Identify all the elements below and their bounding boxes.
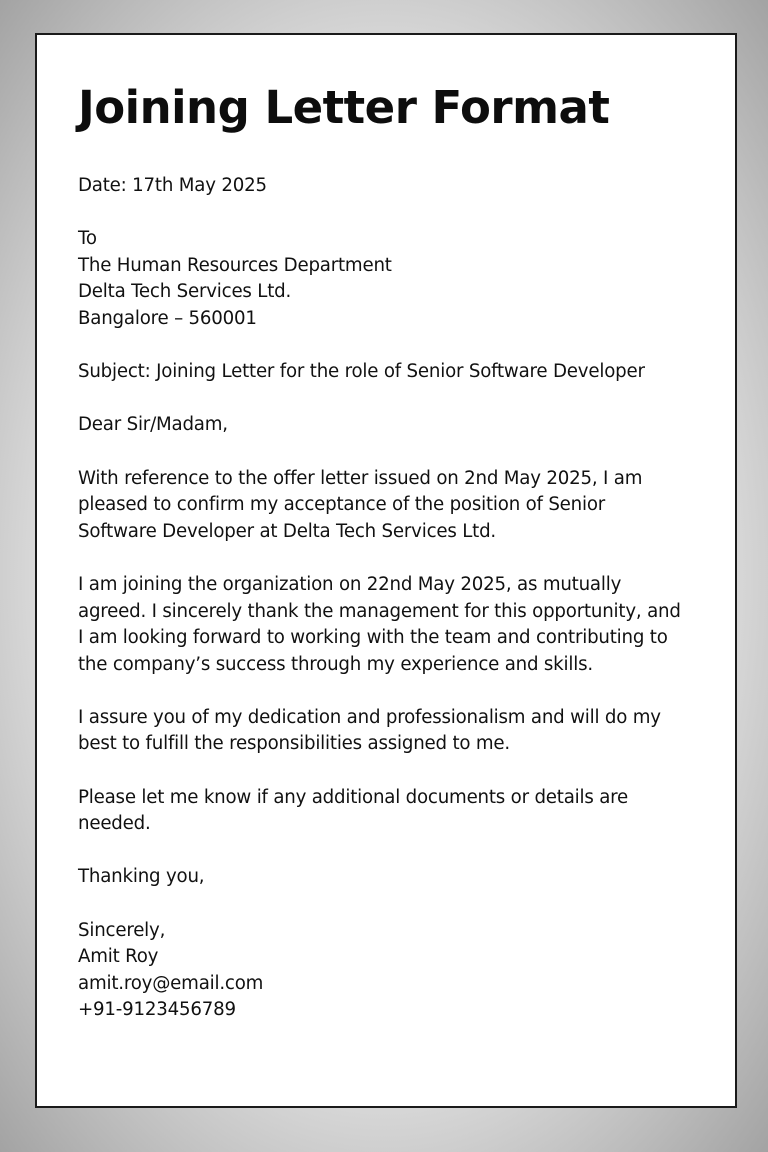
letter-body xyxy=(78,173,708,1024)
paragraph-line: With reference to the offer letter issued on 2nd May 2025, I am xyxy=(78,467,643,489)
paragraph xyxy=(78,785,708,838)
paragraph-line: best to fulfill the responsibilities assigned to me. xyxy=(78,733,510,755)
paragraph xyxy=(78,466,708,546)
sender-name: Amit Roy xyxy=(78,946,159,968)
paragraph-line: Please let me know if any additional documents or details are xyxy=(78,786,629,808)
paragraph-line: I am joining the organization on 22nd May 2025, as mutually xyxy=(78,573,622,595)
recipient-line: To xyxy=(78,228,97,250)
letter-closing: Thanking you, xyxy=(78,866,205,888)
page-title: Joining Letter Format xyxy=(78,81,610,134)
letter-date: Date: 17th May 2025 xyxy=(78,175,267,196)
paragraph-line: Software Developer at Delta Tech Services Ltd. xyxy=(78,520,497,542)
letter-page xyxy=(35,33,737,1108)
letter-salutation: Dear Sir/Madam, xyxy=(78,414,228,436)
recipient-line: Bangalore – 560001 xyxy=(78,307,257,329)
recipient-block xyxy=(78,226,708,332)
paragraph-line: pleased to confirm my acceptance of the position of Senior xyxy=(78,494,606,516)
paragraph-line: agreed. I sincerely thank the management for this opportunity, and xyxy=(78,600,681,622)
sender-phone: +91-9123456789 xyxy=(78,999,236,1021)
paragraph-line: the company’s success through my experience and skills. xyxy=(78,653,593,675)
recipient-line: Delta Tech Services Ltd. xyxy=(78,281,292,303)
paragraph xyxy=(78,705,708,758)
paragraph-line: I am looking forward to working with the team and contributing to xyxy=(78,627,668,649)
paragraph-line: I assure you of my dedication and professionalism and will do my xyxy=(78,706,661,728)
sender-email: amit.roy@email.com xyxy=(78,972,264,994)
signature-block xyxy=(78,918,708,1024)
paragraph-line: needed. xyxy=(78,813,151,835)
recipient-line: The Human Resources Department xyxy=(78,254,392,276)
letter-subject: Subject: Joining Letter for the role of Senior Software Developer xyxy=(78,361,645,383)
paragraph xyxy=(78,572,708,678)
sign-off: Sincerely, xyxy=(78,919,166,941)
